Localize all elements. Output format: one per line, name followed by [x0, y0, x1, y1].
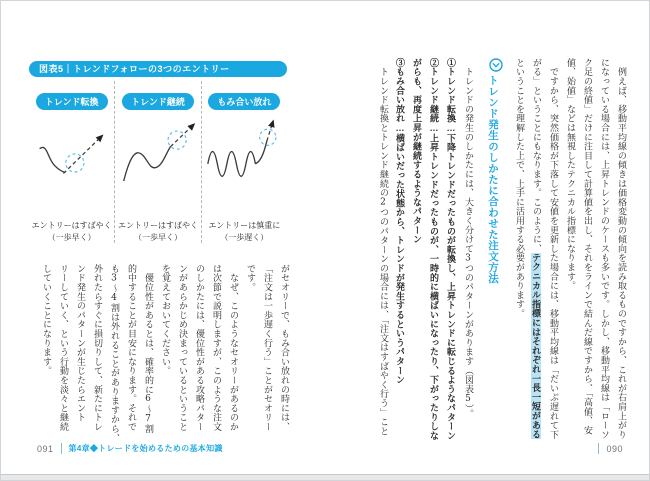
text-column: 値、始値」などは無視したテクニカル指標になります。: [565, 58, 575, 291]
text-column: ですから、突然価格が下落して安値を更新した場合には、移動平均線は「だいぶ遅れて下: [548, 58, 558, 440]
caption-line: （一歩早く）: [47, 232, 96, 242]
range-breakout-curve-icon: [204, 114, 284, 210]
panel-trend-continuation: [114, 81, 200, 243]
panel-range-breakout: [201, 81, 287, 243]
text-column: も3〜4割は外れることがありますから、: [109, 264, 119, 443]
text-column: トレンドの発生のしかたには、大きく分けて3つのパターンがあります（図表5）。: [463, 58, 473, 419]
text-column: ンがあらかじめ決まっているということ: [177, 264, 187, 432]
text-column: トレンド転換とトレンド継続の2つのパターンの場合には、「注文はすばやく行う」こと: [378, 58, 388, 436]
text-column: がらも、再度上昇が継続するようなパターン: [412, 58, 422, 244]
text-column: は次節で説明しますが、このような注文: [211, 264, 221, 432]
text-column: ク足の終値」だけに注目して計算値を出し、それをラインで結んだ線ですから、「高値、安: [582, 58, 592, 435]
panel-caption: [32, 220, 112, 243]
highlighted-text: テクニカル指標にはそれぞれ一長一短がある: [531, 253, 541, 440]
caption-line: エントリーはすばやく: [31, 221, 112, 230]
text-column: を覚えておいてください。: [160, 264, 170, 376]
footer-divider: [61, 443, 62, 454]
text-column: ンド発生のパターンが生じたらエント: [75, 264, 85, 423]
panel-trend-reversal: [29, 81, 114, 243]
text-column: ③もみ合い放れ…横ばいだった状態から、トレンドが発生するというパターン: [395, 58, 405, 385]
panel-label-badge: トレンド転換: [36, 93, 108, 110]
left-page-footer: [37, 443, 223, 454]
figure-5: [29, 61, 287, 243]
text-column: がる」ということにもなります。このように、テクニカル指標にはそれぞれ一長一短がある: [531, 58, 541, 440]
section-heading-text: トレンド発生のしかたに合わせた注文方法: [487, 75, 499, 284]
panel-caption: [118, 220, 198, 243]
caption-line: （一歩早く）: [133, 232, 182, 242]
trend-reversal-curve-icon: [32, 114, 112, 210]
left-page-body-text: [34, 264, 292, 452]
page-number: 090: [606, 443, 623, 454]
text-column: です。: [245, 264, 255, 292]
section-heading: [481, 58, 505, 448]
text-column: ということを理解した上で、上手に活用する必要があります。: [514, 58, 524, 319]
text-column: リーしていく、という行動を淡々と継続: [58, 264, 68, 432]
caption-line: エントリーはすばやく: [117, 221, 198, 230]
text-column: していくことになります。: [41, 264, 51, 376]
text-column: 例えば、移動平均線の傾きは価格変動の傾向を読み取るものですから、これが右肩上がり: [616, 58, 626, 440]
text-column: なぜ、このようなセオリーがあるのか: [228, 264, 238, 432]
page-number: 091: [37, 443, 54, 454]
panel-label-badge: トレンド継続: [122, 93, 194, 110]
text-column: 「注文は一歩遅く行う」ことがセオリー: [262, 264, 272, 432]
chapter-label: 第4章◆トレードを始めるための基本知識: [68, 444, 223, 453]
trend-continuation-curve-icon: [118, 114, 198, 210]
text-column: ①トレンド転換…下降トレンドだったものが転換し、上昇トレンドに転じるようなパターン: [446, 58, 456, 441]
figure-panels: [29, 81, 287, 243]
panel-label-badge: もみ合い放れ: [208, 93, 280, 110]
panel-caption: [208, 220, 280, 243]
caption-line: エントリーは慎重に: [208, 221, 281, 230]
text-column: がセオリーで、もみ合い放れの時には、: [279, 264, 289, 432]
chevron-down-circle-icon: [489, 58, 503, 72]
text-column: になっている場合には、上昇トレンドのケースも多いです。しかし、移動平均線は「ローソ: [599, 58, 609, 440]
text-column: 的中することが目安になります。それで: [126, 264, 136, 432]
text-column: 外れたらすぐに損切りして、新たにトレ: [92, 264, 102, 432]
text-column: のしかたには、優位性がある攻略パター: [194, 264, 204, 432]
right-page-body-text: [357, 58, 629, 448]
text-column: ②トレンド継続…上昇トレンドだったものが、一時的に横ばいになったり、下がったりしな: [429, 58, 439, 441]
text-column: 優位性があるとは、確率的に6〜7割: [143, 264, 153, 434]
footer-divider: [598, 443, 599, 454]
book-bottom-edge: [1, 474, 649, 480]
caption-line: （一歩遅く）: [220, 232, 269, 242]
figure-header-bar: 図表5｜トレンドフォローの3つのエントリー: [29, 61, 287, 77]
right-page-footer: [598, 443, 623, 454]
